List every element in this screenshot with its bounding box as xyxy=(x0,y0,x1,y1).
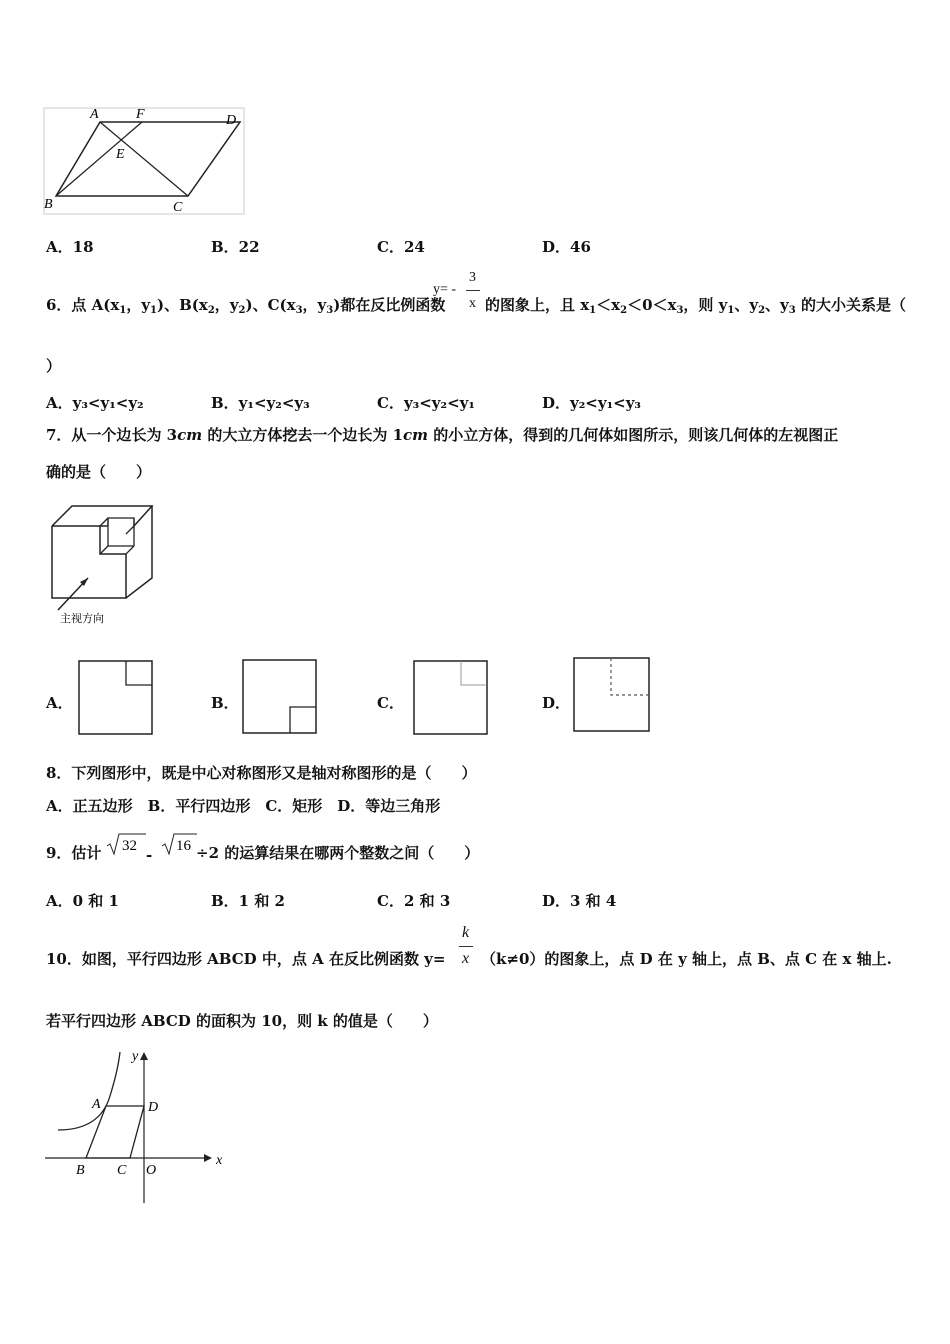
q7-stem-line1 xyxy=(46,425,838,445)
q7-unit-1: cm xyxy=(177,426,203,444)
q7-unit-2: cm xyxy=(403,426,429,444)
q6-stem-part1: 6．点 $A(x_1$，$y_1$)、$B(x_2$，$y_2$)、$C(x_3$，$y_3$)都在反比例函数 xyxy=(46,296,446,316)
figure-frame xyxy=(44,108,244,214)
q10-stem-pre: 10．如图，平行四边形 ABCD 中，点 A 在反比例函数 y= xyxy=(46,950,446,968)
q6-post-b: ，则 y xyxy=(683,296,728,314)
label-O: O xyxy=(146,1163,157,1178)
q9-option-b[interactable]: B．1 和 2 xyxy=(211,892,285,910)
parallelogram-figure-q5 xyxy=(40,100,255,220)
q7-option-d-figure[interactable] xyxy=(573,657,651,733)
label-F: F xyxy=(136,107,145,122)
q10-stem-post: （k≠0）的图象上，点 D 在 y 轴上，点 B、点 C 在 x 轴上. xyxy=(481,950,892,968)
q6-option-b[interactable]: B．y₁<y₂<y₃ xyxy=(211,394,310,412)
q7-option-a-figure[interactable] xyxy=(78,660,154,736)
q7-option-c-figure[interactable] xyxy=(413,660,489,736)
q8-options[interactable]: A．正五边形 B．平行四边形 C．矩形 D．等边三角形 xyxy=(46,797,441,815)
q6-func-numerator: 3 xyxy=(469,270,476,285)
q5-option-a[interactable]: A．18 xyxy=(46,238,94,256)
q9-pre: 9．估计 xyxy=(46,844,102,862)
view-direction-label: 主视方向 xyxy=(60,613,104,625)
q6-post-a: 的图象上，且 x xyxy=(485,296,590,314)
q5-option-c[interactable]: C．24 xyxy=(377,238,425,256)
label-B: B xyxy=(76,1163,85,1178)
parallelogram-abcd xyxy=(86,1106,144,1158)
label-x: x xyxy=(216,1153,223,1168)
q10-stem-line2: 若平行四边形 ABCD 的面积为 10，则 k 的值是（ ） xyxy=(46,1012,438,1030)
q7-line1-b: 的大立方体挖去一个边长为 1 xyxy=(202,426,404,444)
coordinate-figure-q10 xyxy=(40,1048,240,1208)
label-A: A xyxy=(92,1097,101,1112)
q7-line1-a: 7．从一个边长为 3 xyxy=(46,426,178,444)
q7-stem-line2: 确的是（ ） xyxy=(46,463,152,481)
q7-line1-c: 的小立方体，得到的几何体如图所示，则该几何体的左视图正 xyxy=(428,426,839,444)
q7-option-c-label[interactable]: C． xyxy=(377,694,404,712)
q6-option-a[interactable]: A．y₃<y₁<y₂ xyxy=(46,394,144,412)
q9-radicand-1: 32 xyxy=(122,838,137,854)
q7-option-b-label[interactable]: B． xyxy=(211,694,239,712)
q9-sqrt-16 xyxy=(161,832,197,856)
label-y: y xyxy=(132,1049,139,1064)
label-C: C xyxy=(117,1163,127,1178)
diagonal-bd xyxy=(56,122,142,196)
q7-option-b-figure[interactable] xyxy=(242,659,318,735)
q6-func-denominator: x xyxy=(469,296,476,311)
q6-pre: 6．点 A(x xyxy=(46,296,120,314)
diagonal-ac xyxy=(100,122,188,196)
cube-front-face xyxy=(52,526,126,598)
q9-post: ÷2 的运算结果在哪两个整数之间（ ） xyxy=(196,844,480,862)
q6-fraction-bar xyxy=(466,290,480,291)
label-D: D xyxy=(226,113,237,128)
q9-option-a[interactable]: A．0 和 1 xyxy=(46,892,119,910)
q7-option-d-label[interactable]: D． xyxy=(542,694,571,712)
q9-option-d[interactable]: D．3 和 4 xyxy=(542,892,617,910)
parallelogram xyxy=(56,122,240,196)
cavity-edges xyxy=(108,518,134,526)
q6-close-paren: ） xyxy=(46,357,62,375)
label-E: E xyxy=(116,147,125,162)
label-D: D xyxy=(148,1100,159,1115)
q8-stem: 8．下列图形中，既是中心对称图形又是轴对称图形的是（ ） xyxy=(46,764,477,782)
q6-option-d[interactable]: D．y₂<y₁<y₃ xyxy=(542,394,642,412)
q6-func-y: y= - xyxy=(433,282,457,297)
hyperbola-curve xyxy=(58,1052,120,1130)
q6-option-c[interactable]: C．y₃<y₂<y₁ xyxy=(377,394,475,412)
q9-option-c[interactable]: C．2 和 3 xyxy=(377,892,451,910)
q6-post-c: 的大小关系是（ xyxy=(800,296,906,314)
q9-radicand-2: 16 xyxy=(176,838,191,854)
label-C: C xyxy=(173,200,183,215)
q5-option-b[interactable]: B．22 xyxy=(211,238,260,256)
label-B: B xyxy=(44,197,53,212)
cube-figure-q7 xyxy=(44,498,164,628)
q6-stem-part2: 的图象上，且 $x_1<x_2<0<x_3$，则 $y_1$、$y_2$、$y_3$ 的大小关系是（ xyxy=(485,296,906,316)
q10-fraction-bar xyxy=(459,946,473,947)
label-A: A xyxy=(90,107,99,122)
q10-func-numerator: k xyxy=(462,924,470,941)
q10-func-denominator: x xyxy=(462,950,470,967)
q9-minus: - xyxy=(146,846,153,864)
q9-sqrt-32 xyxy=(106,832,146,856)
cube-top-face xyxy=(52,506,152,526)
q5-option-d[interactable]: D．46 xyxy=(542,238,591,256)
q7-option-a-label[interactable]: A． xyxy=(46,694,73,712)
